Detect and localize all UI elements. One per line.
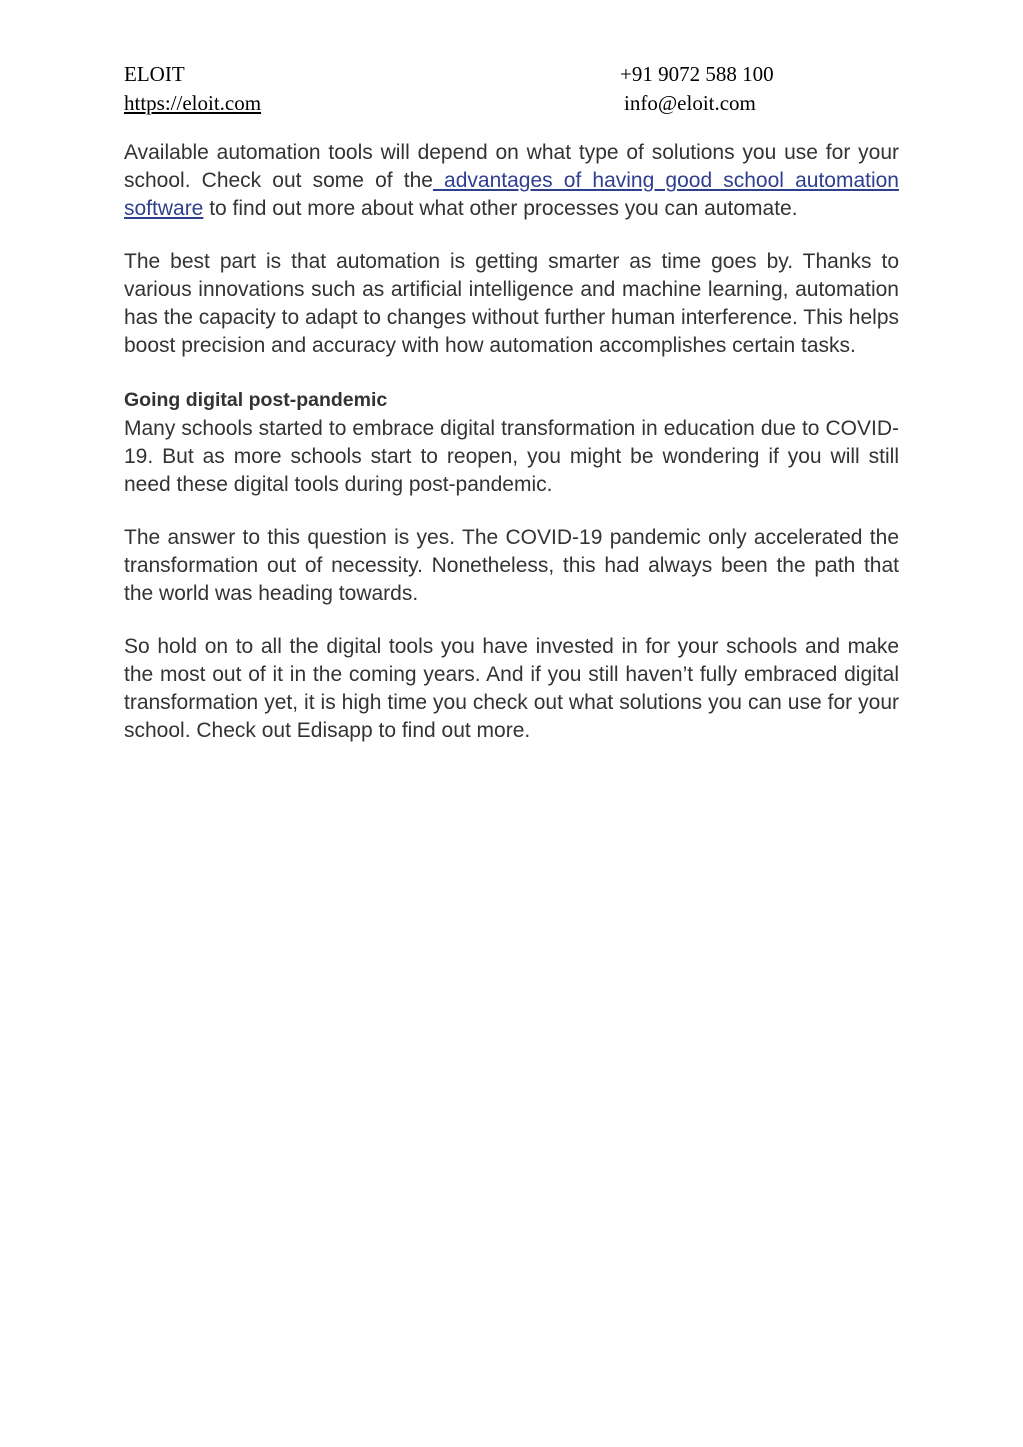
paragraph-1	[124, 139, 899, 223]
advantages-link[interactable]: advantages of having good school automation software	[124, 169, 899, 220]
page-header	[124, 60, 824, 118]
company-name: ELOIT	[124, 62, 185, 86]
paragraph-1-text-start: Available automation tools will depend on what type of solutions you use for your school. Check out some of the	[124, 141, 899, 192]
paragraph-1-text-end: to find out more about what other processes you can automate.	[203, 197, 798, 220]
section-heading: Going digital post-pandemic	[124, 389, 388, 411]
email-address: info@eloit.com	[624, 91, 756, 115]
phone-number: +91 9072 588 100	[620, 62, 774, 86]
paragraph-2: The best part is that automation is getting smarter as time goes by. Thanks to various innovations such as artificial intelligence and machine learning, automation has the capacity to adapt to changes without further human interference. This helps boost precision and accuracy with how automation accomplishes certain tasks.	[124, 250, 899, 357]
paragraph-4: The answer to this question is yes. The COVID-19 pandemic only accelerated the transformation out of necessity. Nonetheless, this had always been the path that the world was heading towards.	[124, 526, 899, 605]
paragraph-5: So hold on to all the digital tools you have invested in for your schools and make the most out of it in the coming years. And if you still haven’t fully embraced digital transformation yet, it is high time you check out what solutions you can use for your school. Check out Edisapp to find out more.	[124, 635, 899, 742]
paragraph-3: Many schools started to embrace digital transformation in education due to COVID-19. But as more schools start to reopen, you might be wondering if you will still need these digital tools during post-pandemic.	[124, 417, 899, 496]
header-row-1	[124, 60, 824, 89]
article-body	[124, 139, 899, 770]
header-row-2	[124, 89, 824, 118]
website-link[interactable]: https://eloit.com	[124, 91, 262, 115]
